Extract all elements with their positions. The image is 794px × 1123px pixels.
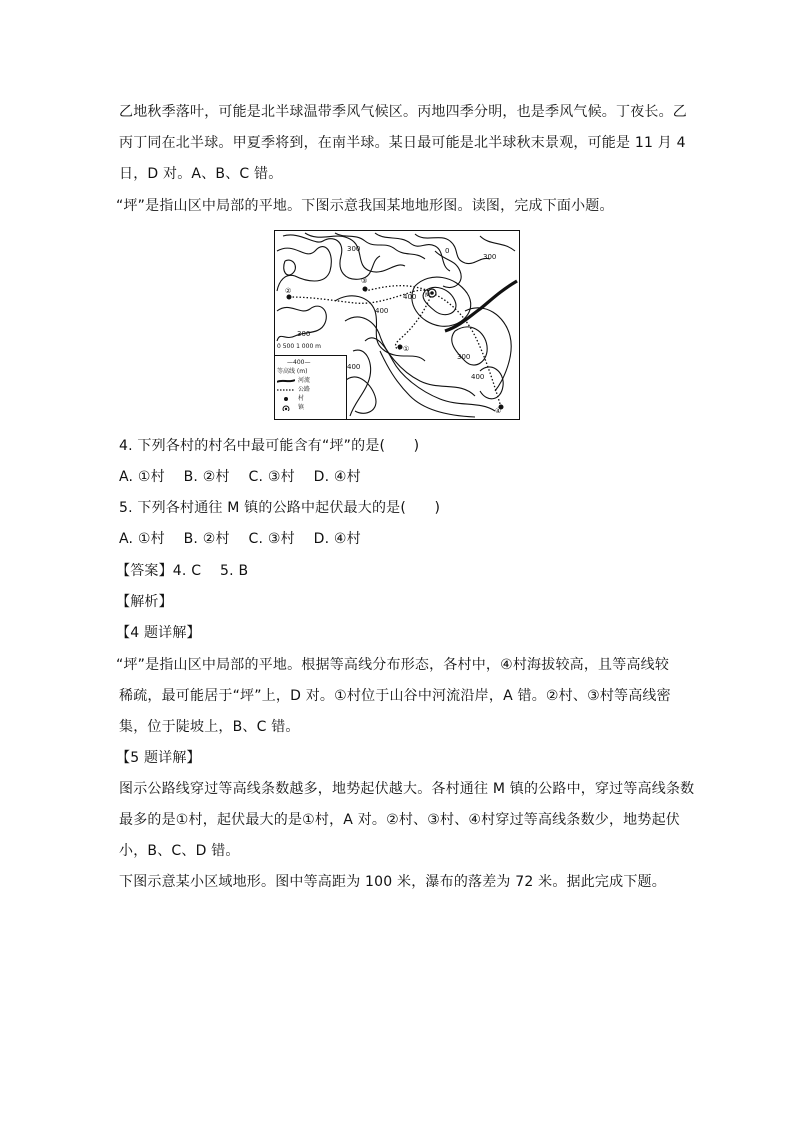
intro-line-1: 乙地秋季落叶，可能是北半球温带季风气候区。丙地四季分明，也是季风气候。丁夜长。乙 bbox=[119, 104, 687, 120]
map-legend bbox=[275, 355, 347, 419]
contour-label-400d: 400 bbox=[471, 373, 485, 381]
contour-label-0: 0 bbox=[445, 247, 450, 255]
legend-river: 河流 bbox=[277, 376, 344, 385]
village-legend-icon bbox=[277, 396, 295, 402]
q4-detail-line-1: “坪”是指山区中局部的平地。根据等高线分布形态，各村中，④村海拔较高，且等高线较 bbox=[116, 657, 670, 673]
contour-label-400c: 400 bbox=[347, 363, 361, 371]
village-3-dot bbox=[363, 287, 368, 292]
village-2-label: ② bbox=[285, 287, 292, 295]
river-legend-icon bbox=[277, 378, 295, 384]
intro-line-2: 丙丁同在北半球。甲夏季将到，在南半球。某日最可能是北半球秋末景观，可能是 11 月 4 bbox=[119, 135, 686, 151]
q4-detail-line-3: 集，位于陡坡上，B、C 错。 bbox=[119, 719, 300, 735]
topographic-map bbox=[274, 230, 520, 420]
legend-village: 村 bbox=[277, 394, 344, 403]
analysis-title: 【解析】 bbox=[116, 594, 173, 610]
q4-detail-line-2: 稀疏，最可能居于“坪”上，D 对。①村位于山谷中河流沿岸，A 错。②村、③村等高线密 bbox=[119, 688, 671, 704]
q5-detail-line-2: 最多的是①村，起伏最大的是①村，A 对。②村、③村、④村穿过等高线条数少，地势起伏 bbox=[119, 812, 680, 828]
contour-label-300d: 300 bbox=[457, 353, 471, 361]
map-scale: 0 500 1 000 m bbox=[277, 343, 322, 350]
contour-label-400b: 400 bbox=[375, 307, 389, 315]
town-m-label: M bbox=[425, 292, 431, 299]
question-stem: “坪”是指山区中局部的平地。下图示意我国某地地形图。读图，完成下面小题。 bbox=[116, 198, 614, 214]
answer-line: 【答案】4. C 5. B bbox=[116, 563, 249, 579]
contour-label-300a: 300 bbox=[347, 245, 361, 253]
town-legend-icon bbox=[277, 405, 295, 411]
next-question-stem: 下图示意某小区域地形。图中等高距为 100 米，瀑布的落差为 72 米。据此完成下题。 bbox=[119, 874, 666, 890]
q5-detail-line-1: 图示公路线穿过等高线条数越多，地势起伏越大。各村通往 M 镇的公路中，穿过等高线条数 bbox=[119, 781, 695, 797]
question-5-options: A. ①村 B. ②村 C. ③村 D. ④村 bbox=[119, 531, 361, 547]
question-4-stem: 4. 下列各村的村名中最可能含有“坪”的是( ) bbox=[119, 438, 420, 454]
legend-road: 公路 bbox=[277, 385, 344, 394]
question-4-options: A. ①村 B. ②村 C. ③村 D. ④村 bbox=[119, 469, 361, 485]
legend-contour: —400— bbox=[287, 358, 311, 366]
village-3-label: ③ bbox=[361, 277, 368, 285]
question-5-stem: 5. 下列各村通往 M 镇的公路中起伏最大的是( ) bbox=[119, 500, 441, 516]
road-legend-icon bbox=[277, 387, 295, 393]
village-2-dot bbox=[287, 295, 292, 300]
legend-contour-unit: 等高线 (m) bbox=[277, 367, 308, 375]
q5-detail-title: 【5 题详解】 bbox=[116, 750, 201, 766]
village-1-label: ① bbox=[403, 345, 410, 353]
contour-label-300c: 300 bbox=[297, 330, 311, 338]
village-4-label: ④ bbox=[495, 407, 502, 415]
contour-label-400a: 400 bbox=[403, 293, 417, 301]
intro-line-3: 日，D 对。A、B、C 错。 bbox=[119, 166, 283, 182]
village-1-dot bbox=[398, 345, 403, 350]
legend-town: 镇 bbox=[277, 403, 344, 412]
q5-detail-line-3: 小，B、C、D 错。 bbox=[119, 843, 240, 859]
q4-detail-title: 【4 题详解】 bbox=[116, 625, 201, 641]
contour-label-300b: 300 bbox=[483, 253, 497, 261]
